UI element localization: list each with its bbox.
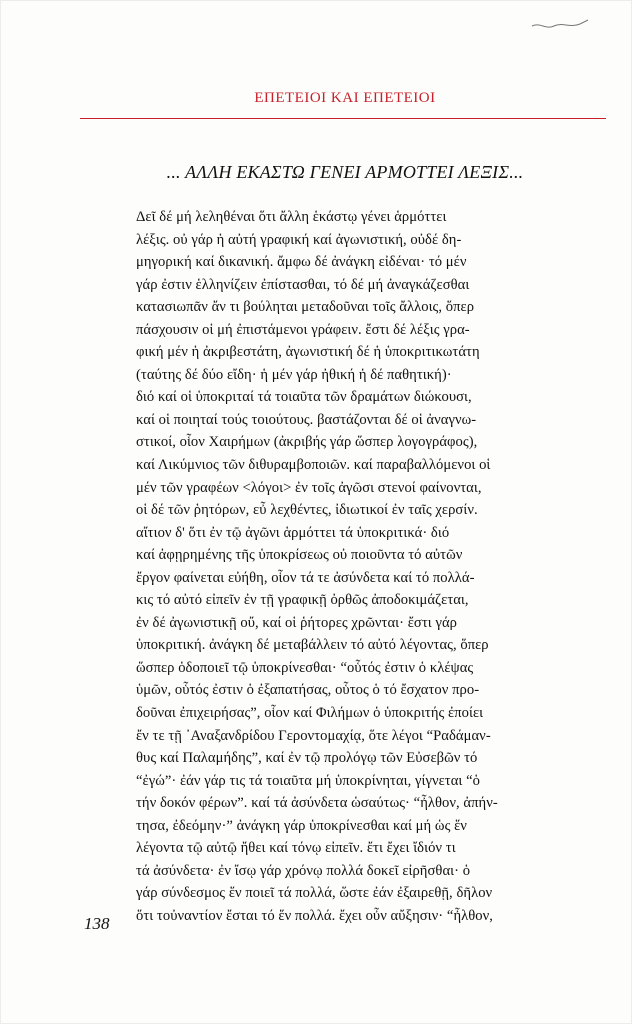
text-line: κατασιωπᾶν ἄν τι βούληται μεταδοῦναι τοῖς ἄλλοις, ὅπερ <box>136 299 475 316</box>
text-line: διό καί οἱ ὑποκριταί τά τοιαῦτα τῶν δραμάτων διώκουσι, <box>136 389 472 406</box>
page-number: 138 <box>84 914 110 933</box>
text-line: πάσχουσιν οἱ μή ἐπιστάμενοι γράφειν. ἔστι δέ λέξις γρα- <box>136 321 470 338</box>
text-line: καί Λικύμνιος τῶν διθυραμβοποιῶν. καί παραβαλλόμενοι οἱ <box>136 457 491 474</box>
text-line: ὑποκριτική. ἀνάγκη δέ μεταβάλλειν τό αὐτό λέγοντας, ὅπερ <box>136 637 489 654</box>
text-line: μέν τῶν γραφέων <λόγοι> ἐν τοῖς ἀγῶσι στενοί φαίνονται, <box>136 479 482 496</box>
text-line: (ταύτης δέ δύο εἴδη· ἡ μέν γάρ ἠθική ἡ δέ παθητική)· <box>136 366 452 383</box>
pen-mark-icon <box>530 18 590 34</box>
text-line: ἔργον φαίνεται εὐήθη, οἷον τά τε ἀσύνδετα καί τό πολλά- <box>136 569 475 586</box>
text-line: ὅτι τοὐναντίον ἔσται τό ἕν πολλά. ἔχει οὖν αὔξησιν· “ἦλθον, <box>136 907 493 924</box>
text-line: γάρ ἐστιν ἑλληνίζειν ἐπίστασθαι, τό δέ μή ἀναγκάζεσθαι <box>136 276 470 293</box>
header-rule <box>80 118 606 119</box>
text-line: Δεῖ δέ μή λεληθέναι ὅτι ἄλλη ἑκάστῳ γένει ἁρμόττει <box>136 209 447 225</box>
text-line: λέγοντα τῷ αὐτῷ ἤθει καί τόνῳ εἰπεῖν. ἔτι ἔχει ἴδιόν τι <box>136 840 456 857</box>
text-line: μηγορική καί δικανική. ἄμφω δέ ἀνάγκη εἰδέναι· τό μέν <box>136 254 467 271</box>
text-line: καί οἱ ποιηταί τούς τοιούτους. βαστάζονται δέ οἱ ἀναγνω- <box>136 411 477 428</box>
running-head: ΕΠΕΤΕΙΟΙ ΚΑΙ ΕΠΕΤΕΙΟΙ <box>254 90 436 106</box>
text-line: ἔν τε τῇ ᾿Αναξανδρίδου Γεροντομαχίᾳ, ὅτε λέγοι “Ραδάμαν- <box>136 727 491 744</box>
text-line: ὥσπερ ὁδοποιεῖ τῷ ὑποκρίνεσθαι· “οὗτός ἐστιν ὁ κλέψας <box>136 659 474 676</box>
text-line: κις τό αὐτό εἰπεῖν ἐν τῇ γραφικῇ ὀρθῶς ἀποδοκιμάζεται, <box>136 592 469 609</box>
text-line: τησα, ἐδεόμην·” ἀνάγκη γάρ ὑποκρίνεσθαι καί μή ὡς ἕν <box>136 817 467 834</box>
text-line: τήν δοκόν φέρων”. καί τά ἀσύνδετα ὡσαύτως· “ἦλθον, ἀπήν- <box>136 795 498 812</box>
text-line: δοῦναι ἐπιχειρήσας”, οἷον καί Φιλήμων ὁ ὑποκριτής ἐποίει <box>136 705 484 722</box>
text-line: αἴτιον δ' ὅτι ἐν τῷ ἀγῶνι ἁρμόττει τά ὑποκριτικά· διό <box>136 524 450 541</box>
text-line: ἐν δέ ἀγωνιστικῇ οὔ, καί οἱ ῥήτορες χρῶνται· ἔστι γάρ <box>136 614 457 631</box>
body-text <box>136 206 556 928</box>
text-line: λέξις. οὐ γάρ ἡ αὐτή γραφική καί ἀγωνιστική, οὐδέ δη- <box>136 231 462 248</box>
text-line: “ἐγώ”· ἐάν γάρ τις τά τοιαῦτα μή ὑποκρίνηται, γίγνεται “ὁ <box>136 772 480 789</box>
text-line: καί ἀφῃρημένης τῆς ὑποκρίσεως οὐ ποιοῦντα τό αὐτῶν <box>136 547 463 564</box>
text-line: φική μέν ἡ ἀκριβεστάτη, ἀγωνιστική δέ ἡ ὑποκριτικωτάτη <box>136 344 480 361</box>
section-title: ... ΑΛΛΗ ΕΚΑΣΤΩ ΓΕΝΕΙ ΑΡΜΟΤΤΕΙ ΛΕΞΙΣ... <box>166 162 524 182</box>
text-line: τά ἀσύνδετα· ἐν ἴσῳ γάρ χρόνῳ πολλά δοκεῖ εἰρῆσθαι· ὁ <box>136 862 471 879</box>
text-line: ὑμῶν, οὗτός ἐστιν ὁ ἐξαπατήσας, οὗτος ὁ τό ἔσχατον προ- <box>136 682 480 699</box>
text-line: στικοί, οἷον Χαιρήμων (ἀκριβής γάρ ὥσπερ λογογράφος), <box>136 434 478 451</box>
text-line: θυς καί Παλαμήδης”, καί ἐν τῷ προλόγῳ τῶν Εὐσεβῶν τό <box>136 750 478 767</box>
text-line: γάρ σύνδεσμος ἕν ποιεῖ τά πολλά, ὥστε ἐάν ἐξαιρεθῇ, δῆλον <box>136 885 493 902</box>
text-line: οἱ δέ τῶν ῥητόρων, εὖ λεχθέντες, ἰδιωτικοί ἐν ταῖς χερσίν. <box>136 502 478 519</box>
